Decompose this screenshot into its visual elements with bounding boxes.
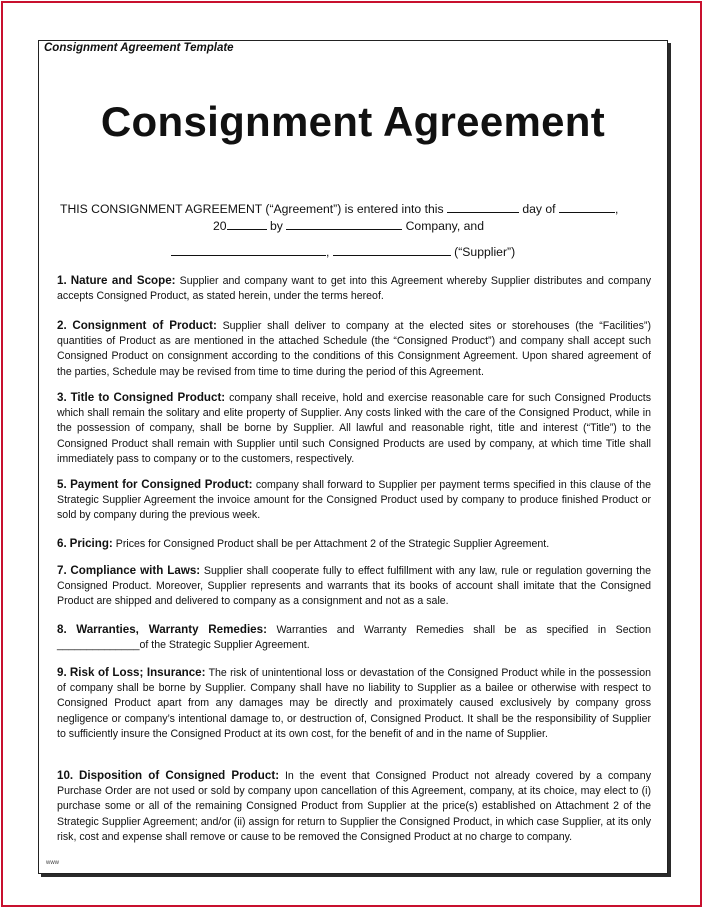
page-title: Consignment Agreement <box>100 98 606 145</box>
day-blank <box>447 201 519 213</box>
clause-9: 9. Risk of Loss; Insurance: The risk of unintentional loss or devastation of the Consigned Product while in the possession of company shall be borne by Supplier. Company shall have no liability to Supplier as a bailee or otherwise with respect to Consigned Product apart from any damages may be directly and proximately caused exclusively by company gross negligence or company’s intentional damage to, or destruction of, Consigned Product. It shall be the responsibility of Supplier to sufficiently insure the Consigned Product at its own cost, for the benefit of and in the name of Supplier. <box>57 666 651 740</box>
intro-text-c: , <box>614 202 619 216</box>
year-prefix: 20 <box>213 219 227 233</box>
intro-line-3 <box>171 244 515 259</box>
page-shadow-bottom <box>41 874 671 877</box>
clause-2: 2. Consignment of Product: Supplier shall deliver to company at the elected sites or storehouses (the “Facilities”) quantities of Product as are mentioned in the attached Schedule (the “Consigned Product”) and company shall accept such Consigned Product on consignment according to the conditions of this Consignment Agreement. Upon shared agreement of the parties, Schedule may be revised from time to time during the period of this Agreement. <box>57 319 651 378</box>
clause-6: 6. Pricing: Prices for Consigned Product shall be per Attachment 2 of the Strategic Supplier Agreement. <box>57 537 550 550</box>
supplier-text: (“Supplier”) <box>454 245 516 259</box>
comma: , <box>326 245 330 259</box>
clause-10: 10. Disposition of Consigned Product: In the event that Consigned Product not already covered by a company Purchase Order are not used or sold by company upon cancellation of this Agreement, company, at its choice, may elect to (i) purchase some or all of the remaining Consigned Product from Supplier at the price(s) established on Attachment 2 of the Strategic Supplier Agreement; and/or (ii) assign for return to Supplier the Consigned Product, in which case Supplier, at its only risk, cost and expense shall remove or cause to be removed the Consigned Product at no charge to company. <box>57 769 651 843</box>
clause-5: 5. Payment for Consigned Product: company shall forward to Supplier per payment terms specified in this clause of the Strategic Supplier Agreement the invoice amount for the Consigned Product used by company to produce finished Product or sold by company during the previous week. <box>57 478 651 522</box>
supplier-address-blank <box>333 244 451 256</box>
company-text: Company, and <box>405 219 484 233</box>
supplier-name-blank <box>171 244 326 256</box>
month-blank <box>559 201 615 213</box>
clause-1: 1. Nature and Scope: Supplier and company want to get into this Agreement whereby Supplier distributes and company accepts Consigned Product, as stated herein, under the terms hereof. <box>57 274 652 303</box>
intro-line-1 <box>60 201 618 216</box>
footer-mark: www <box>46 860 59 866</box>
template-label: Consignment Agreement Template <box>44 42 234 54</box>
by-text: by <box>269 219 283 233</box>
intro-line-2 <box>213 218 484 233</box>
intro-text-b: day of <box>522 202 556 216</box>
company-name-blank <box>286 218 402 230</box>
year-blank <box>227 218 267 230</box>
clause-8: 8. Warranties, Warranty Remedies: Warranties and Warranty Remedies shall be as specified in Section ______________of the Strategic Supplier Agreement. <box>57 623 651 652</box>
page-shadow-right <box>668 43 671 877</box>
intro-text-a: THIS CONSIGNMENT AGREEMENT (“Agreement”) is entered into this <box>60 202 444 216</box>
clause-7: 7. Compliance with Laws: Supplier shall cooperate fully to effect fulfillment with any law, rule or regulation governing the Consigned Product. Moreover, Supplier represents and warrants that its books of account shall imitate that the Consigned Product are shipped and delivered to company as a consignment and not as a sale. <box>57 564 651 608</box>
clause-3: 3. Title to Consigned Product: company shall receive, hold and exercise reasonable care for such Consigned Products which shall remain the solitary and elite property of Supplier. Any costs linked with the care of the Consigned Product, while in the possession of company, shall be borne by Supplier. All lawful and reasonable right, title and interest (“Title”) to the Consigned Product shall remain with Supplier until such Consigned Products are used by company, at which time Title shall immediately pass to company or to the customers, respectively. <box>57 391 651 465</box>
